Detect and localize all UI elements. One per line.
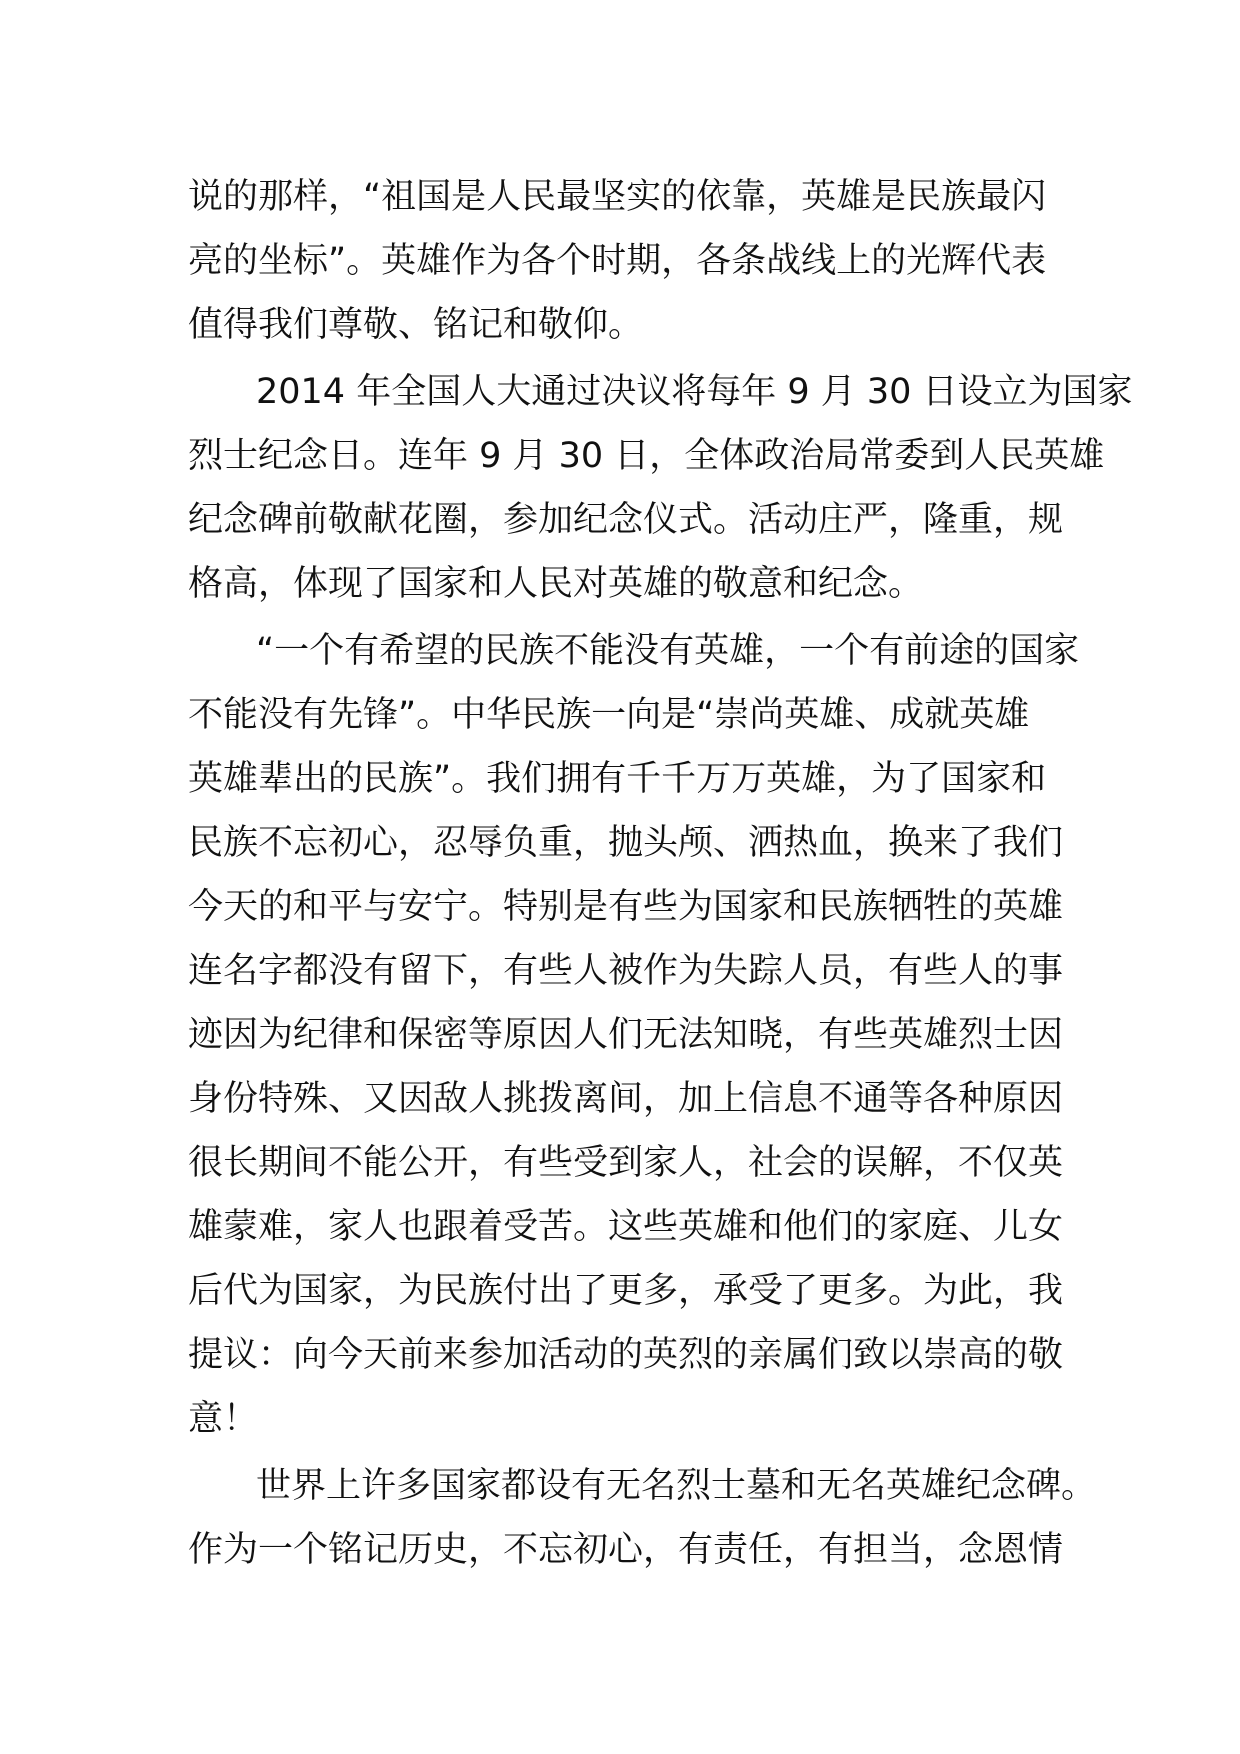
text-line: 纪念碑前敬献花圈，参加纪念仪式。活动庄严，隆重，规 xyxy=(188,500,1064,540)
text-line: 雄蒙难，家人也跟着受苦。这些英雄和他们的家庭、儿女 xyxy=(188,1207,1064,1247)
text-line: 提议：向今天前来参加活动的英烈的亲属们致以崇高的敬 xyxy=(188,1335,1064,1375)
text-line: 英雄辈出的民族”。我们拥有千千万万英雄，为了国家和 xyxy=(188,759,1047,799)
text-line: 连名字都没有留下，有些人被作为失踪人员，有些人的事 xyxy=(188,951,1064,991)
text-line: 后代为国家，为民族付出了更多，承受了更多。为此，我 xyxy=(188,1271,1064,1311)
text-line: 格高，体现了国家和人民对英雄的敬意和纪念。 xyxy=(188,564,924,604)
text-line: 作为一个铭记历史，不忘初心，有责任，有担当，念恩情 xyxy=(188,1530,1064,1570)
text-line: 烈士纪念日。连年 9 月 30 日，全体政治局常委到人民英雄 xyxy=(188,436,1105,476)
text-line: 不能没有先锋”。中华民族一向是“崇尚英雄、成就英雄 xyxy=(188,695,1030,735)
text-line: 今天的和平与安宁。特别是有些为国家和民族牺牲的英雄 xyxy=(188,887,1064,927)
text-line: 意！ xyxy=(188,1399,259,1439)
text-line: 迹因为纪律和保密等原因人们无法知晓，有些英雄烈士因 xyxy=(188,1015,1064,1055)
text-line: “一个有希望的民族不能没有英雄，一个有前途的国家 xyxy=(256,631,1080,671)
text-line: 亮的坐标”。英雄作为各个时期，各条战线上的光辉代表 xyxy=(188,241,1047,281)
text-line: 2014 年全国人大通过决议将每年 9 月 30 日设立为国家 xyxy=(256,372,1133,412)
text-line: 值得我们尊敬、铭记和敬仰。 xyxy=(188,305,644,345)
text-line: 身份特殊、又因敌人挑拨离间，加上信息不通等各种原因 xyxy=(188,1079,1064,1119)
text-line: 说的那样，“祖国是人民最坚实的依靠，英雄是民族最闪 xyxy=(188,177,1047,217)
text-line: 世界上许多国家都设有无名烈士墓和无名英雄纪念碑。 xyxy=(256,1466,1097,1506)
text-line: 很长期间不能公开，有些受到家人，社会的误解，不仅英 xyxy=(188,1143,1064,1183)
text-line: 民族不忘初心，忍辱负重，抛头颅、洒热血，换来了我们 xyxy=(188,823,1064,863)
